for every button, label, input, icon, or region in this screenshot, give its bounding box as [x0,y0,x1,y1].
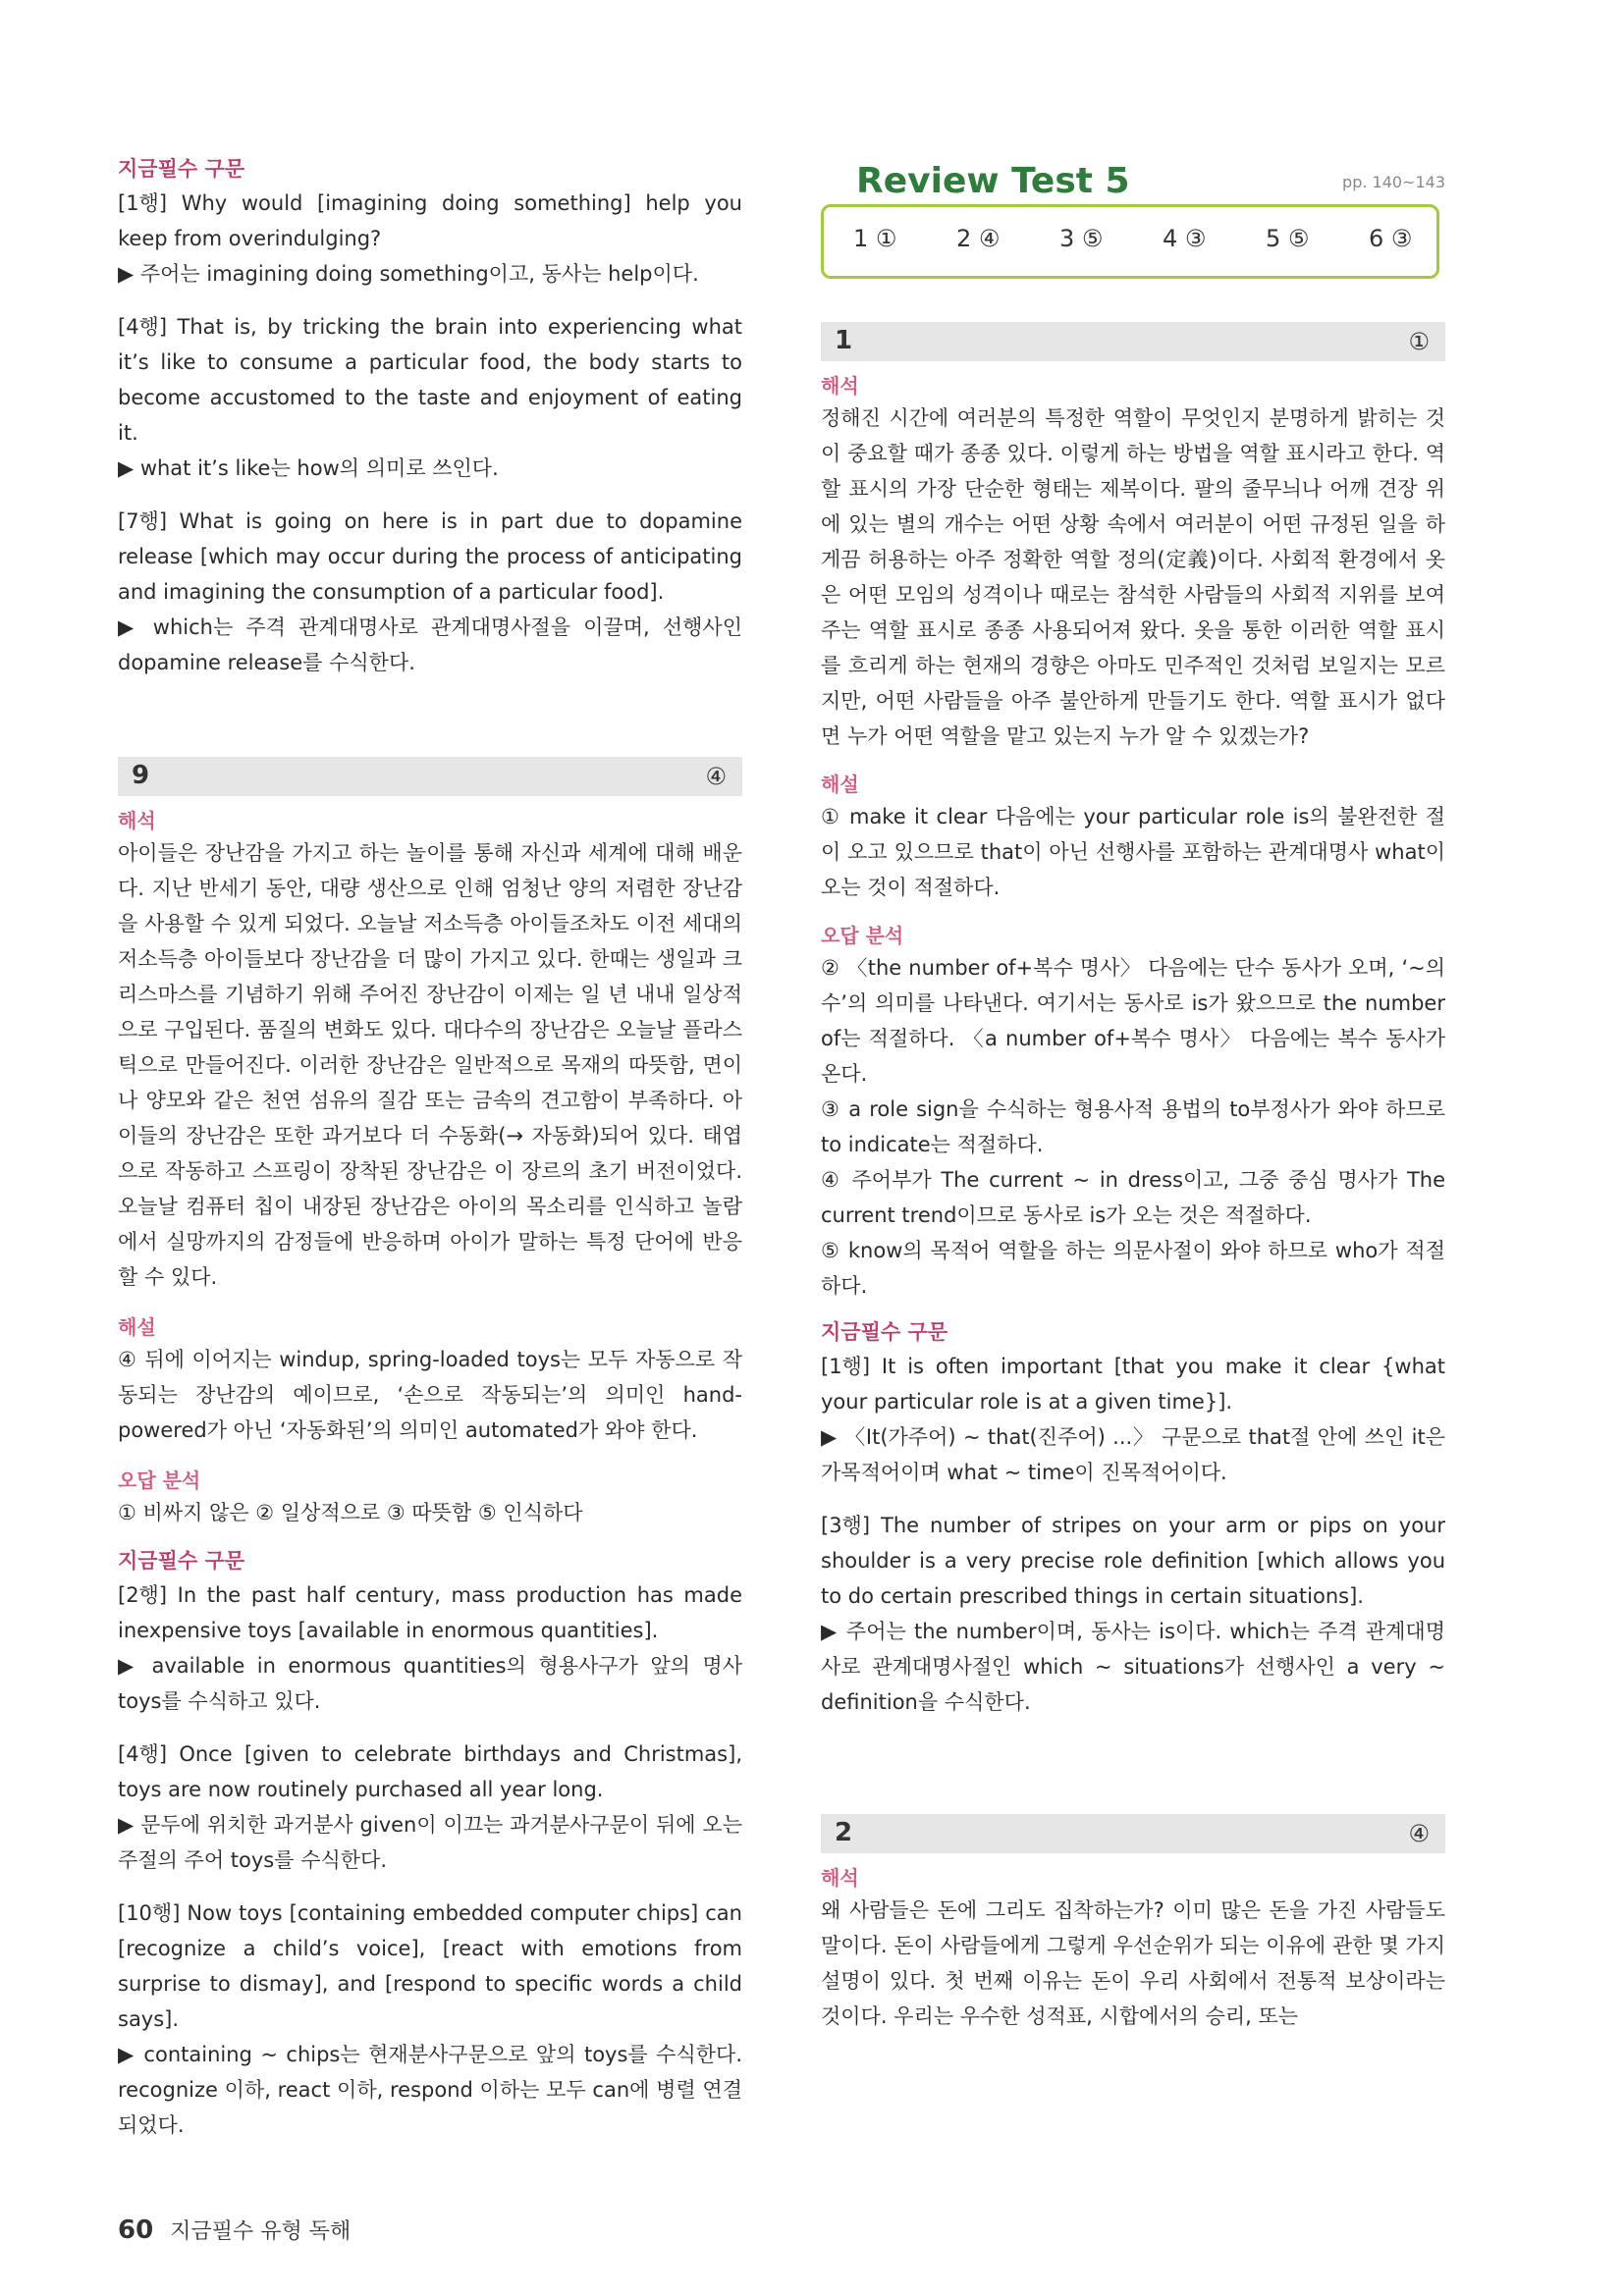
right-column [821,157,1445,2034]
translation-text: 왜 사람들은 돈에 그리도 집착하는가? 이미 많은 돈을 가진 사람들도 말이다. 돈이 사람들에게 그렇게 우선순위가 되는 이유에 관한 몇 가지 설명이 있다. 첫 번째 이유는 돈이 우리 사회에서 전통적 보상이라는 것이다. 우리는 우수한 성적표, 시합에서의 승리, 또는 [821,1898,1445,2028]
grammar-heading: 지금필수 구문 [118,1549,245,1573]
grammar-sentence: [4행] Once [given to celebrate birthdays and Christmas], toys are now routinely purchased all year long. [118,1742,742,1801]
question-number: 2 [835,1818,853,1847]
question-header [821,322,1445,361]
grammar-sentence: [10행] Now toys [containing embedded computer chips] can [recognize a child’s voice], [react with emotions from surprise to dismay], and [respond to specific words a child says]. [118,1901,742,2031]
page-number: 60 [118,2216,154,2245]
book-title: 지금필수 유형 독해 [170,2219,352,2244]
review-test-title: Review Test 5 [856,161,1130,201]
section-heading: 오답 분석 [118,1468,201,1492]
wrong-answer-text: ② 〈the number of+복수 명사〉 다음에는 단수 동사가 오며, ‘~의 수’의 의미를 나타낸다. 여기서는 동사로 is가 왔으므로 the number of는 적절하다. 〈a number of+복수 명사〉 다음에는 복수 동사가 온다. [821,956,1445,1086]
answer-item: 2 ④ [956,225,1001,252]
question-answer: ④ [705,763,727,790]
explanation-text: ① make it clear 다음에는 your particular role is의 불완전한 절이 오고 있으므로 that이 아닌 선행사를 포함하는 관계대명사 what이 오는 것이 적절하다. [821,805,1445,899]
section-heading: 해설 [118,1315,156,1339]
grammar-note: ▶ available in enormous quantities의 형용사구가 앞의 명사 toys를 수식하고 있다. [118,1654,742,1713]
section-heading: 오답 분석 [821,924,904,947]
wrong-answer-text: ④ 주어부가 The current ~ in dress이고, 그중 중심 명사가 The current trend이므로 동사로 is가 오는 것은 적절하다. [821,1168,1445,1227]
question-answer: ① [1408,328,1430,355]
page-footer [118,2215,351,2245]
grammar-sentence: [2행] In the past half century, mass production has made inexpensive toys [available in enormous quantities]. [118,1583,742,1642]
answer-item: 5 ⑤ [1266,225,1310,252]
answer-item: 6 ③ [1369,225,1413,252]
grammar-sentence: [4행] That is, by tricking the brain into experiencing what it’s like to consume a particular food, the body starts to become accustomed to the taste and enjoyment of eating it. [118,315,742,445]
grammar-sentence: [7행] What is going on here is in part due to dopamine release [which may occur during the process of anticipating and imagining the consumption of a particular food]. [118,509,742,604]
question-header [118,757,742,796]
answer-item: 4 ③ [1163,225,1207,252]
question-answer: ④ [1408,1820,1430,1847]
grammar-sentence: [1행] It is often important [that you make it clear {what your particular role is at a given time}]. [821,1355,1445,1414]
answer-item: 3 ⑤ [1059,225,1104,252]
grammar-note: ▶ 주어는 imagining doing something이고, 동사는 help이다. [118,262,699,286]
left-column [118,152,742,2143]
grammar-note: ▶ containing ~ chips는 현재분사구문으로 앞의 toys를 수식한다. recognize 이하, react 이하, respond 이하는 모두 can에 병렬 연결되었다. [118,2043,742,2137]
section-heading: 해석 [821,374,859,398]
page-range: pp. 140~143 [1342,173,1445,191]
question-number: 1 [835,326,853,355]
grammar-note: ▶ 문두에 위치한 과거분사 given이 이끄는 과거분사구문이 뒤에 오는 주절의 주어 toys를 수식한다. [118,1813,742,1872]
explanation-text: ④ 뒤에 이어지는 windup, spring-loaded toys는 모두 자동으로 작동되는 장난감의 예이므로, ‘손으로 작동되는’의 의미인 hand-powered가 아닌 ‘자동화된’의 의미인 automated가 와야 한다. [118,1348,742,1442]
grammar-sentence: [1행] Why would [imagining doing something] help you keep from overindulging? [118,191,742,250]
grammar-heading: 지금필수 구문 [821,1320,948,1344]
grammar-note: ▶ 〈It(가주어) ~ that(진주어) ...〉 구문으로 that절 안에 쓰인 it은 가목적어이며 what ~ time이 진목적어이다. [821,1425,1445,1484]
wrong-answer-text: ⑤ know의 목적어 역할을 하는 의문사절이 와야 하므로 who가 적절하다. [821,1239,1445,1298]
wrong-answer-text: ① 비싸지 않은 ② 일상적으로 ③ 따뜻함 ⑤ 인식하다 [118,1501,583,1524]
grammar-heading: 지금필수 구문 [118,157,245,181]
question-header [821,1814,1445,1853]
question-number: 9 [132,761,150,790]
section-heading: 해석 [118,809,156,832]
grammar-note: ▶ what it’s like는 how의 의미로 쓰인다. [118,456,499,480]
grammar-sentence: [3행] The number of stripes on your arm or pips on your shoulder is a very precise role definition [which allows you to do certain prescribed things in certain situations]. [821,1514,1445,1608]
translation-text: 아이들은 장난감을 가지고 하는 놀이를 통해 자신과 세계에 대해 배운다. 지난 반세기 동안, 대량 생산으로 인해 엄청난 양의 저렴한 장난감을 사용할 수 있게 되었다. 오늘날 저소득층 아이들조차도 이전 세대의 저소득층 아이들보다 장난감을 더 많이 가지고 있다. 한때는 생일과 크리스마스를 기념하기 위해 주어진 장난감이 이제는 일 년 내내 일상적으로 구입된다. 품질의 변화도 있다. 대다수의 장난감은 오늘날 플라스틱으로 만들어진다. 이러한 장난감은 일반적으로 목재의 따뜻함, 면이나 양모와 같은 천연 섬유의 질감 또는 금속의 견고함이 부족하다. 아이들의 장난감은 또한 과거보다 더 수동화(→ 자동화)되어 있다. 태엽으로 작동하고 스프링이 장착된 장난감은 이 장르의 초기 버전이었다. 오늘날 컴퓨터 칩이 내장된 장난감은 아이의 목소리를 인식하고 놀람에서 실망까지의 감정들에 반응하며 아이가 말하는 특정 단어에 반응할 수 있다. [118,841,742,1289]
section-heading: 해석 [821,1866,859,1890]
section-heading: 해설 [821,773,859,796]
grammar-note: ▶ which는 주격 관계대명사로 관계대명사절을 이끌며, 선행사인 dopamine release를 수식한다. [118,615,742,674]
answer-item: 1 ① [853,225,897,252]
answer-key [821,204,1439,279]
grammar-note: ▶ 주어는 the number이며, 동사는 is이다. which는 주격 관계대명사로 관계대명사절인 which ~ situations가 선행사인 a very ~ definition을 수식한다. [821,1620,1445,1714]
review-test-box [821,157,1445,285]
wrong-answer-text: ③ a role sign을 수식하는 형용사적 용법의 to부정사가 와야 하므로 to indicate는 적절하다. [821,1097,1445,1156]
translation-text: 정해진 시간에 여러분의 특정한 역할이 무엇인지 분명하게 밝히는 것이 중요할 때가 종종 있다. 이렇게 하는 방법을 역할 표시라고 한다. 역할 표시의 가장 단순한 형태는 제복이다. 팔의 줄무늬나 어깨 견장 위에 있는 별의 개수는 어떤 상황 속에서 여러분이 어떤 규정된 일을 하게끔 허용하는 아주 정확한 역할 정의(定義)이다. 사회적 환경에서 옷은 어떤 모임의 성격이나 때로는 참석한 사람들의 사회적 지위를 보여 주는 역할 표시로 종종 사용되어져 왔다. 옷을 통한 이러한 역할 표시를 흐리게 하는 현재의 경향은 아마도 민주적인 것처럼 보일지는 모르지만, 어떤 사람들을 아주 불안하게 만들기도 한다. 역할 표시가 없다면 누가 어떤 역할을 맡고 있는지 누가 알 수 있겠는가? [821,406,1445,748]
